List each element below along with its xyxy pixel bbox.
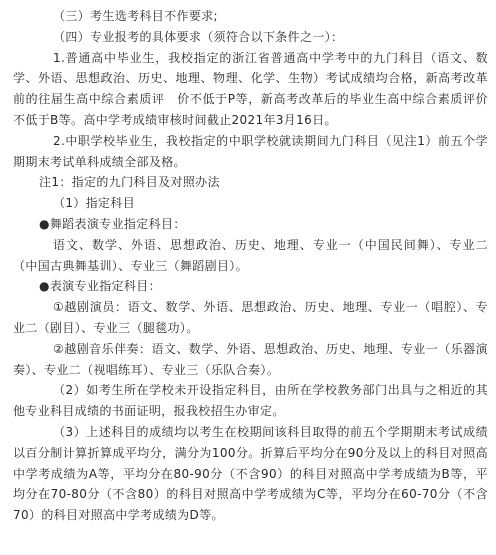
paragraph-designated-subjects: （1）指定科目 (53, 196, 136, 211)
paragraph-high-school-graduates: 1.普通高中毕业生，我校指定的浙江省普通高中学考中的九门科目（语文、数学、外语、思想政治、历史、地理、物理、化学、生物）考试成绩均合格，新高考改革前的往届生高中综合素质评 价不低于P等，新高考改革后的毕业生高中综合素质评价不低于B等。高中学考成绩审核时间截止2021年3月16日。 (13, 50, 488, 127)
paragraph-no-designated-subject: （2）如考生所在学校未开设指定科目，由所在学校教务部门出具与之相近的其他专业科目成绩的书面证明，报我校招生办审定。 (13, 383, 488, 419)
paragraph-performance-major: ●表演专业指定科目： (39, 279, 161, 294)
paragraph-dance-major: ●舞蹈表演专业指定科目： (39, 216, 186, 231)
paragraph-yue-opera-actor: ①越剧演员：语文、数学、外语、思想政治、历史、地理、专业一（唱腔）、专业二（剧目）、专业三（腿毯功）。 (13, 300, 488, 335)
paragraph-note-1: 注1：指定的九门科目及对照办法 (39, 175, 220, 190)
paragraph-specific-requirements: （四）专业报考的具体要求（须符合以下条件之一）： (53, 29, 344, 44)
paragraph-subject-requirement: （三）考生选考科目不作要求; (53, 9, 218, 23)
paragraph-vocational-graduates: 2.中职学校毕业生，我校指定的中职学校就读期间九门科目（见注1）前五个学期期末考试单科成绩全部及格。 (13, 133, 488, 169)
paragraph-yue-opera-music: ②越剧音乐伴奏：语文、数学、外语、思想政治、历史、地理、专业一（乐器演奏）、专业二（视唱练耳）、专业三（乐队合奏）。 (13, 341, 488, 377)
paragraph-grade-conversion: （3）上述科目的成绩均以考生在校期间该科目取得的前五个学期期末考试成绩以百分制计算折算成平均分，满分为100分。折算后平均分在90分及以上的科目对照高中学考成绩为A等，平均分在80-90分（不含90）的科目对照高中学考成绩为B等，平均分在70-80分（不含80）的科目对照高中学考成绩为C等，平均分在60-70分（不含70）的科目对照高中学考成绩为D等。 (13, 424, 488, 523)
paragraph-dance-subjects: 语文、数学、外语、思想政治、历史、地理、专业一（中国民间舞）、专业二（中国古典舞基训）、专业三（舞蹈剧目）。 (13, 237, 488, 273)
